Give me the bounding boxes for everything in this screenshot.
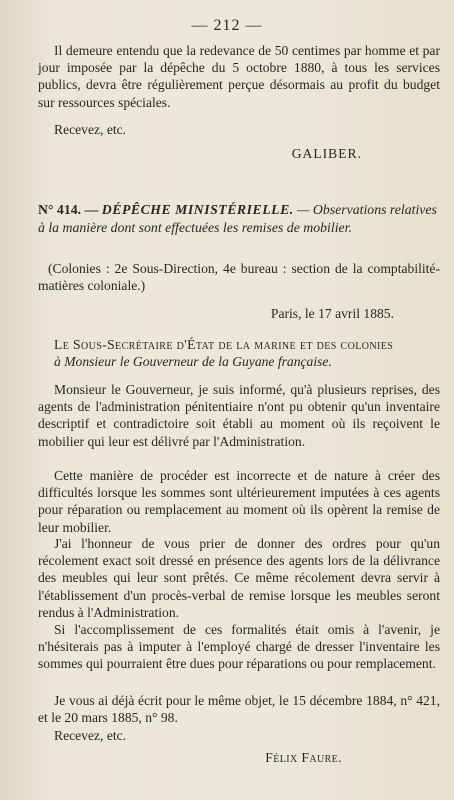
- dispatch-to: à Monsieur le Gouverneur de la Guyane française.: [54, 354, 332, 369]
- dispatch-place-date: Paris, le 17 avril 1885.: [270, 306, 394, 321]
- dispatch-paragraph-2: Cette manière de procéder est incorrecte et de nature à créer des difficultés lorsque les sommes sont ultérieurement imputées à ces agents pour réparation ou remplacement au moment où ils opèrent la remise de leur mobilier.: [38, 468, 440, 535]
- dispatch-from: Le Sous-Secrétaire d'État de la marine et des colonies: [54, 337, 394, 352]
- dispatch-heading: [38, 201, 440, 236]
- intro-paragraph: Il demeure entendu que la redevance de 50 centimes par homme et par jour imposée par la dépêche du 5 octobre 1880, à tous les services publics, devra être régulièrement perçue désormais au profit du budget sur ressources spéciales.: [38, 43, 440, 110]
- intro-closing: Recevez, etc.: [54, 122, 127, 137]
- dispatch-service: (Colonies : 2e Sous-Direction, 4e bureau : section de la comptabilité-matières coloniale.): [38, 261, 440, 294]
- dispatch-paragraph-1: Monsieur le Gouverneur, je suis informé, qu'à plusieurs reprises, des agents de l'administration pénitentiaire n'ont pu obtenir qu'un inventaire descriptif et contradictoire soit établi au moment où ils reçoivent le mobilier qui leur est délivré par l'Administration.: [38, 382, 440, 449]
- intro-signature: GALIBER.: [291, 146, 362, 161]
- dispatch-paragraph-5: Je vous ai déjà écrit pour le même objet, le 15 décembre 1884, n° 421, et le 20 mars 1885, n° 98.: [38, 693, 440, 726]
- page-number: — 212 —: [191, 17, 263, 34]
- dispatch-paragraph-3: J'ai l'honneur de vous prier de donner des ordres pour qu'un récolement exact soit dressé en présence des agents lors de la délivrance des meubles qui leur sont prêtés. Ce même récolement devra servir à l'établissement d'un procès-verbal de remise lorsque les meubles seront rendus à l'Administration.: [38, 536, 440, 620]
- dispatch-signature: Félix Faure.: [265, 750, 342, 765]
- dispatch-closing: Recevez, etc.: [54, 728, 127, 743]
- dispatch-title: DÉPÊCHE MINISTÉRIELLE.: [101, 202, 294, 217]
- dispatch-paragraph-4: Si l'accomplissement de ces formalités était omis à l'avenir, je n'hésiterais pas à imputer à l'employé chargé de dresser l'inventaire les sommes qui pourraient être dues pour réparations ou pour remplacement.: [38, 622, 440, 672]
- dispatch-subject: — Observations relatives à la manière dont sont effectuées les remises de mobilier.: [38, 202, 437, 235]
- dispatch-number: N° 414. —: [38, 202, 99, 217]
